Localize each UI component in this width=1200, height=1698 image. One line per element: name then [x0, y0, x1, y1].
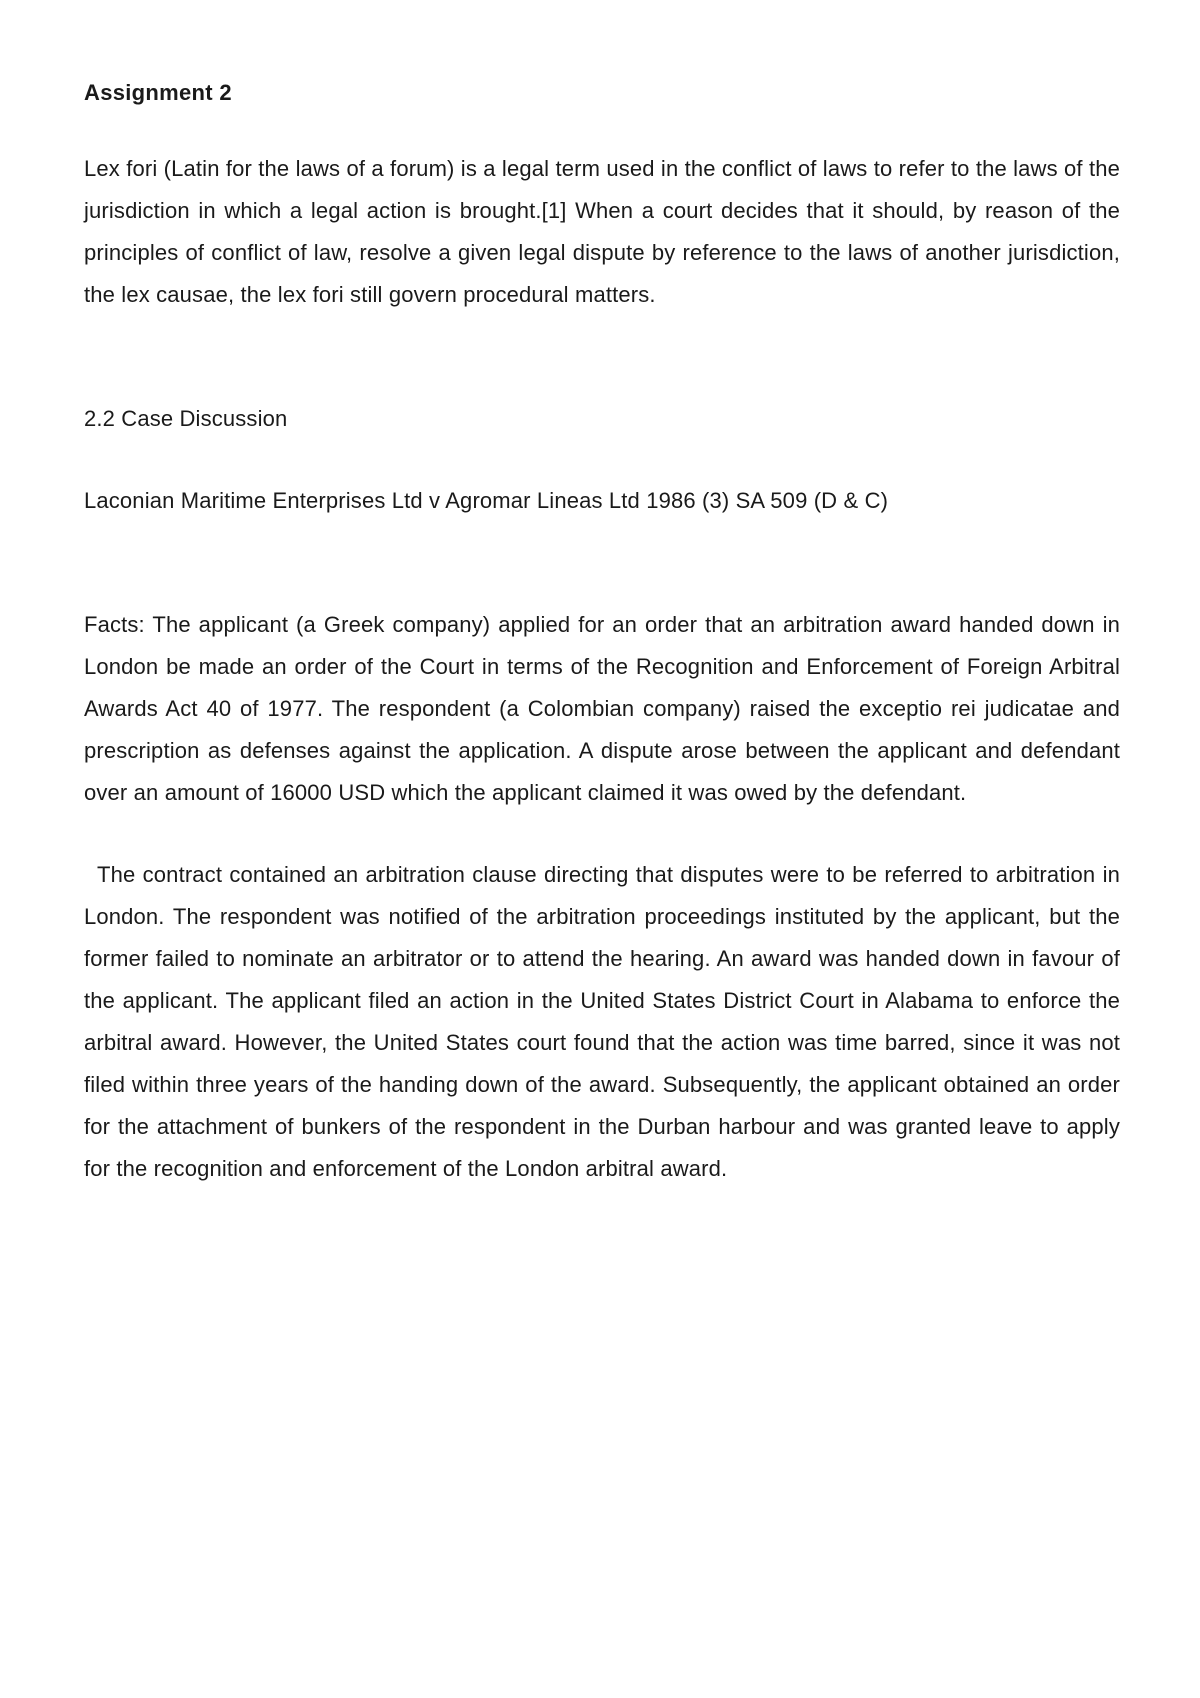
document-page [84, 78, 1120, 1190]
contract-paragraph: The contract contained an arbitration clause directing that disputes were to be referred to arbitration in London. The respondent was notified of the arbitration proceedings instituted by the applicant, but the former failed to nominate an arbitrator or to attend the hearing. An award was handed down in favour of the applicant. The applicant filed an action in the United States District Court in Alabama to enforce the arbitral award. However, the United States court found that the action was time barred, since it was not filed within three years of the handing down of the award. Subsequently, the applicant obtained an order for the attachment of bunkers of the respondent in the Durban harbour and was granted leave to apply for the recognition and enforcement of the London arbitral award. [84, 862, 1120, 1181]
case-name: Laconian Maritime Enterprises Ltd v Agromar Lineas Ltd 1986 (3) SA 509 (D & C) [84, 488, 889, 513]
intro-paragraph: Lex fori (Latin for the laws of a forum) is a legal term used in the conflict of laws to refer to the laws of the jurisdiction in which a legal action is brought.[1] When a court decides that it should, by reason of the principles of conflict of law, resolve a given legal dispute by reference to the laws of another jurisdiction, the lex causae, the lex fori still govern procedural matters. [84, 156, 1120, 307]
section-heading: 2.2 Case Discussion [84, 406, 288, 431]
facts-paragraph: Facts: The applicant (a Greek company) applied for an order that an arbitration award handed down in London be made an order of the Court in terms of the Recognition and Enforcement of Foreign Arbitral Awards Act 40 of 1977. The respondent (a Colombian company) raised the exceptio rei judicatae and prescription as defenses against the application. A dispute arose between the applicant and defendant over an amount of 16000 USD which the applicant claimed it was owed by the defendant. [84, 612, 1120, 805]
document-title: Assignment 2 [84, 80, 232, 105]
